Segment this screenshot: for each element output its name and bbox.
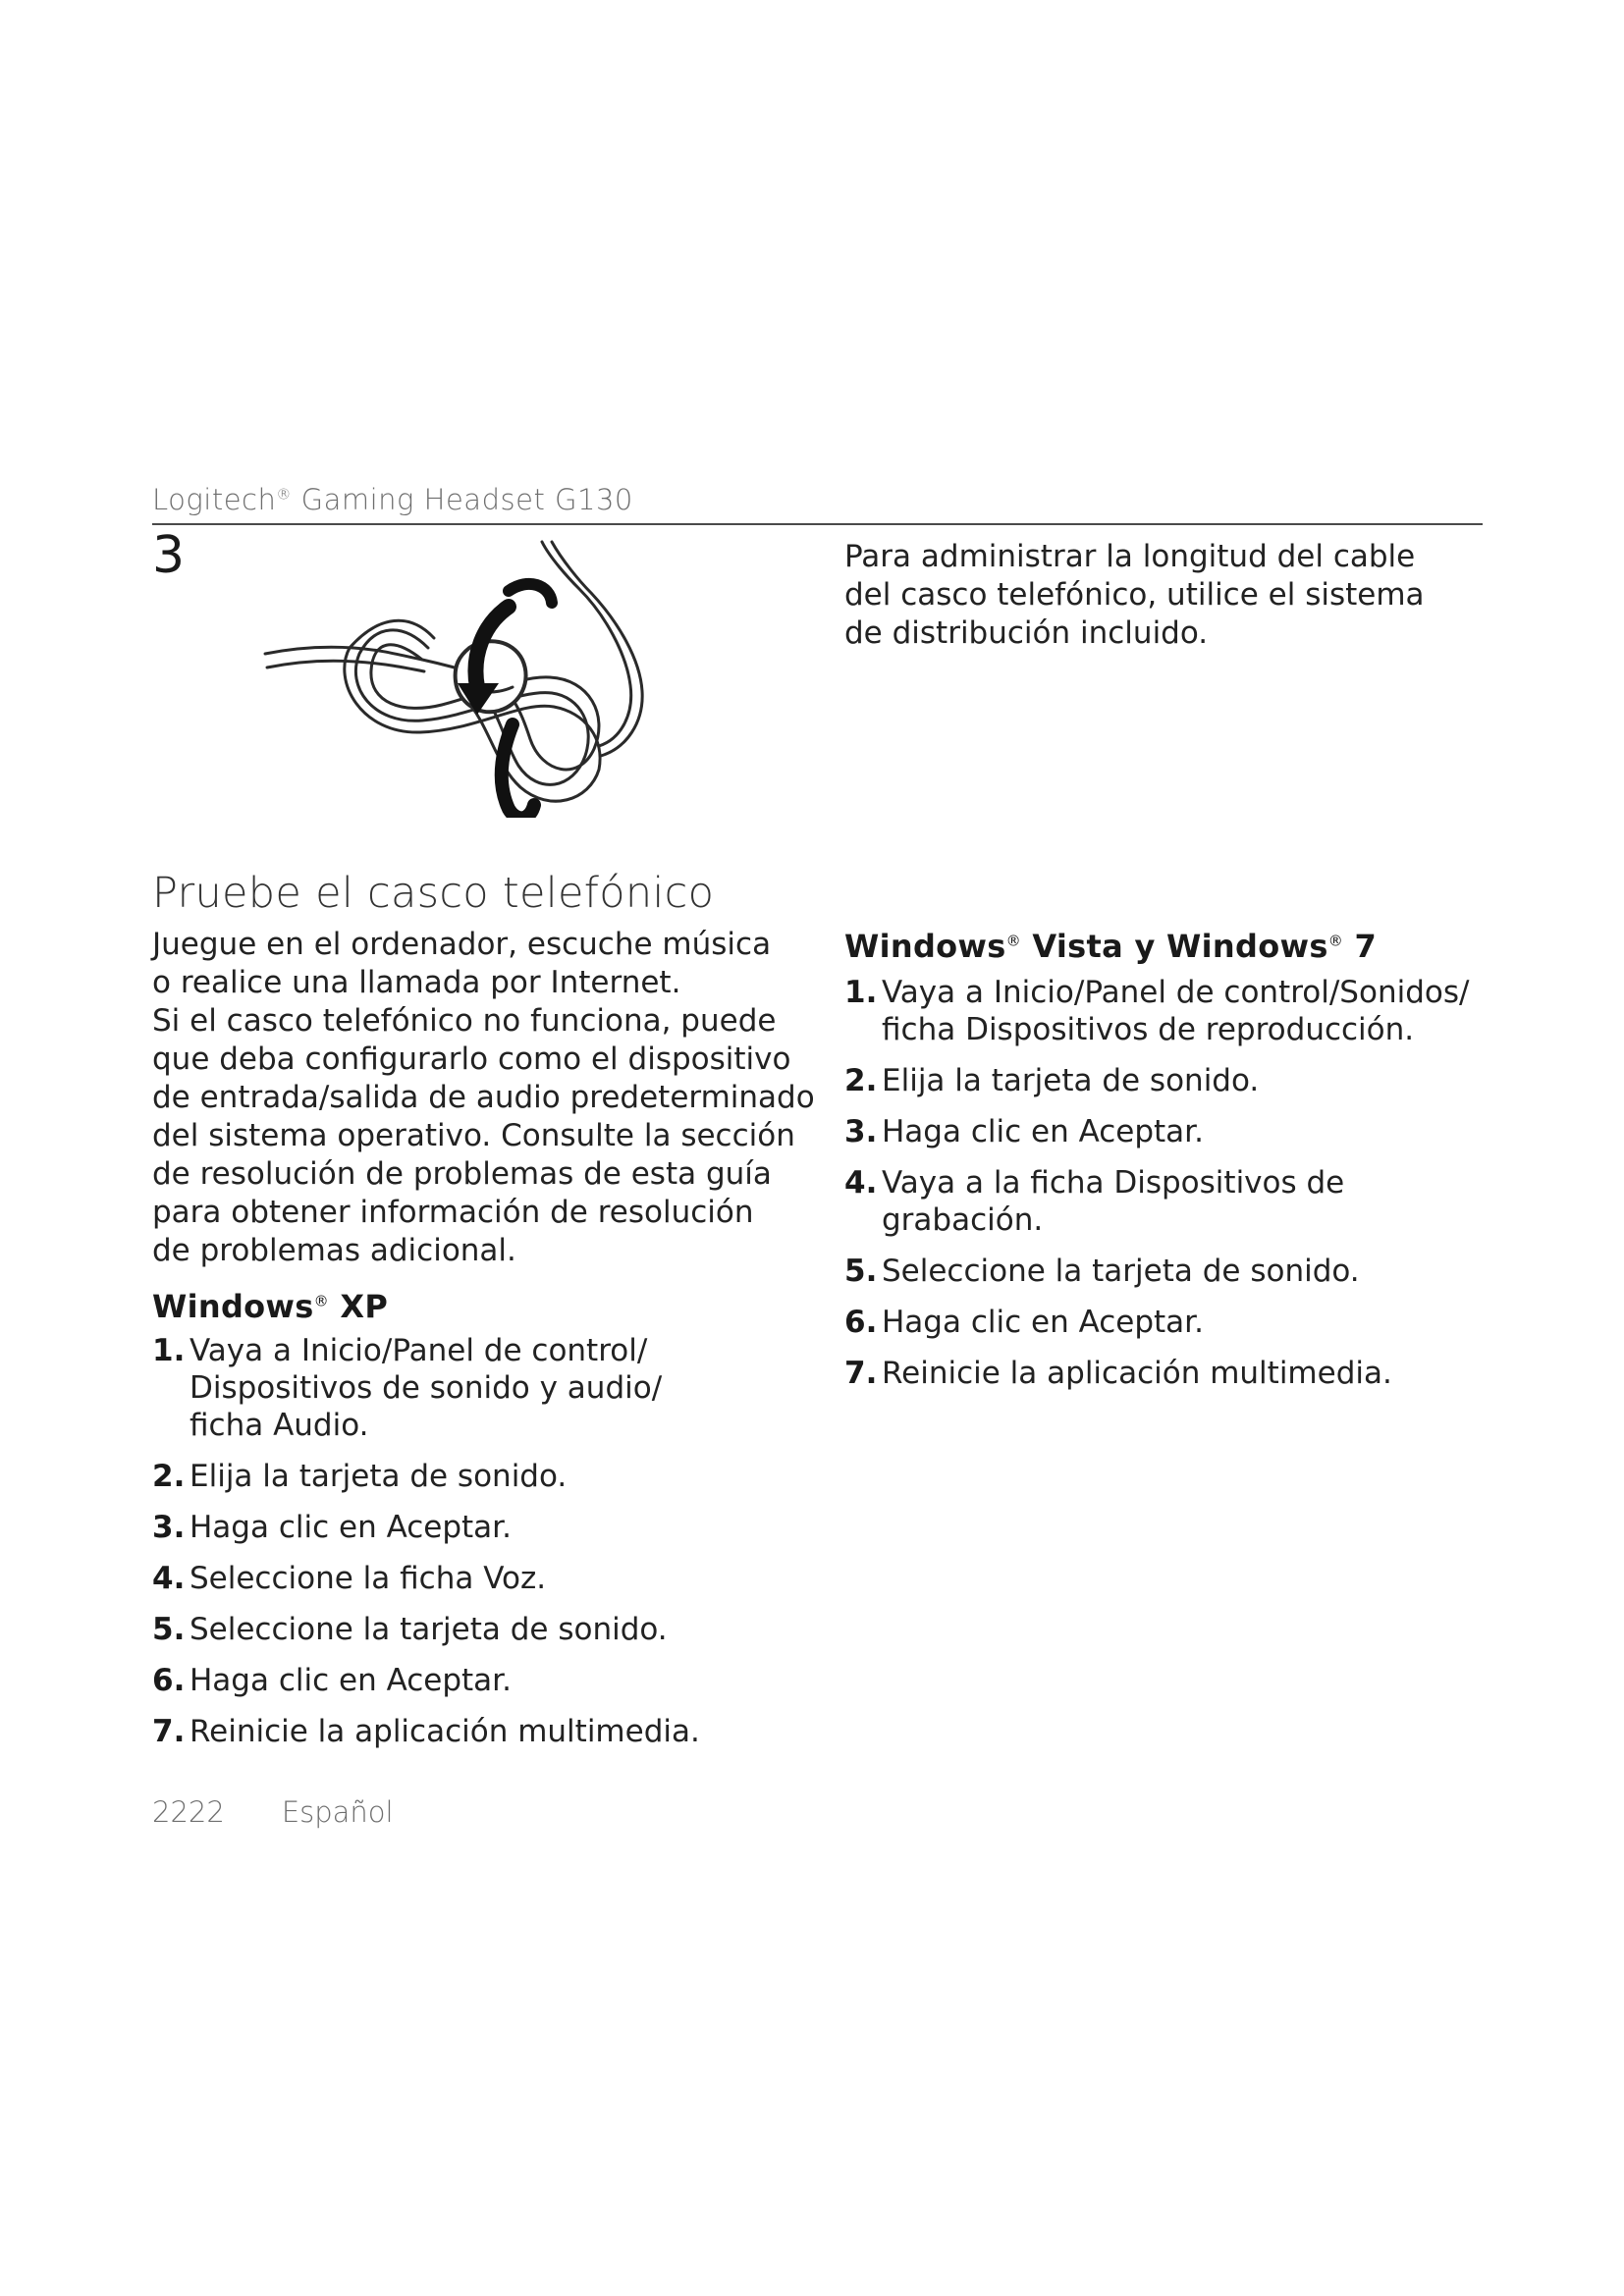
step-text: Seleccione la tarjeta de sonido. [189, 1612, 668, 1647]
step-item [844, 1253, 1492, 1290]
intro-line: Para administrar la longitud del cable [844, 539, 1416, 574]
body-line: de entrada/salida de audio predeterminado [152, 1080, 815, 1115]
step-item [152, 1560, 781, 1597]
step-number: 4. [152, 1561, 186, 1596]
step-item [152, 1713, 781, 1750]
step-number: 3 [152, 526, 186, 585]
step-number: 7. [152, 1714, 186, 1749]
step-number: 4. [844, 1165, 878, 1201]
step-number: 6. [844, 1305, 878, 1340]
step-number: 2. [152, 1459, 186, 1494]
step-item [844, 1304, 1492, 1341]
heading-text: XP [328, 1288, 389, 1325]
step-item [844, 1355, 1492, 1392]
page-number: 2222 [152, 1795, 225, 1829]
step-instructions [844, 538, 1473, 653]
body-line: que deba configurarlo como el dispositivo [152, 1041, 791, 1077]
step-text: Haga clic en Aceptar. [882, 1114, 1204, 1149]
step-item [152, 1458, 781, 1495]
step-text: Haga clic en Aceptar. [189, 1510, 512, 1545]
step-item [844, 1113, 1492, 1150]
page-footer [152, 1795, 394, 1829]
step-number: 7. [844, 1356, 878, 1391]
document-header [152, 483, 633, 516]
heading-text: Windows [844, 928, 1006, 965]
step-item [844, 1164, 1492, 1239]
windows-vista-7-steps [844, 974, 1492, 1406]
step-text: Seleccione la ficha Voz. [189, 1561, 547, 1596]
step-text: Seleccione la tarjeta de sonido. [882, 1254, 1360, 1289]
step-number: 5. [844, 1254, 878, 1289]
body-line: de problemas adicional. [152, 1233, 516, 1268]
step-item [152, 1332, 781, 1444]
step-number: 3. [844, 1114, 878, 1149]
body-line: o realice una llamada por Internet. [152, 965, 681, 1000]
heading-text: Vista y Windows [1020, 928, 1328, 965]
windows-vista-7-heading [844, 928, 1377, 965]
step-text: Reinicie la aplicación multimedia. [882, 1356, 1392, 1391]
step-text: Reinicie la aplicación multimedia. [189, 1714, 700, 1749]
step-text: Elija la tarjeta de sonido. [189, 1459, 568, 1494]
cable-clip [456, 641, 526, 712]
registered-mark: ® [1327, 932, 1344, 950]
step-text: ficha Dispositivos de reproducción. [882, 1012, 1415, 1047]
header-product: Gaming Headset G130 [291, 483, 633, 516]
cable-wrap-illustration [255, 538, 677, 818]
step-number: 6. [152, 1663, 186, 1698]
cable-left-strand [265, 647, 422, 660]
header-brand: Logitech [152, 483, 277, 516]
body-line: del sistema operativo. Consulte la sección [152, 1118, 795, 1153]
cable-top-strand [542, 542, 631, 746]
body-line: de resolución de problemas de esta guía [152, 1156, 772, 1192]
body-line: Juegue en el ordenador, escuche música [152, 927, 772, 962]
step-number: 3. [152, 1510, 186, 1545]
body-line: para obtener información de resolución [152, 1195, 754, 1230]
step-number: 2. [844, 1063, 878, 1098]
test-description [152, 926, 820, 1270]
body-line: Si el casco telefónico no funciona, puede [152, 1003, 777, 1039]
step-number: 1. [844, 975, 878, 1010]
step-item [152, 1662, 781, 1699]
registered-mark: ® [313, 1292, 329, 1310]
windows-xp-heading [152, 1288, 388, 1325]
header-rule [152, 523, 1483, 525]
step-text: Vaya a Inicio/Panel de control/Sonidos/ [882, 975, 1470, 1010]
step-item [844, 1062, 1492, 1099]
step-item [844, 974, 1492, 1048]
registered-mark: ® [276, 485, 292, 504]
step-number: 1. [152, 1333, 186, 1368]
step-text: ficha Audio. [189, 1408, 369, 1443]
intro-line: del casco telefónico, utilice el sistema [844, 577, 1425, 613]
step-item [152, 1509, 781, 1546]
heading-text: 7 [1343, 928, 1378, 965]
step-item [152, 1611, 781, 1648]
heading-text: Windows [152, 1288, 314, 1325]
step-text: Vaya a la ficha Dispositivos de grabación. [882, 1165, 1345, 1238]
step-number: 5. [152, 1612, 186, 1647]
windows-xp-steps [152, 1332, 781, 1764]
step-text: Haga clic en Aceptar. [189, 1663, 512, 1698]
intro-line: de distribución incluido. [844, 615, 1209, 651]
step-text: Haga clic en Aceptar. [882, 1305, 1204, 1340]
footer-language: Español [281, 1795, 394, 1829]
step-text: Dispositivos de sonido y audio/ [189, 1370, 663, 1406]
step-text: Elija la tarjeta de sonido. [882, 1063, 1260, 1098]
registered-mark: ® [1005, 932, 1021, 950]
step-text: Vaya a Inicio/Panel de control/ [189, 1333, 648, 1368]
section-title: Pruebe el casco telefónico [152, 869, 715, 918]
